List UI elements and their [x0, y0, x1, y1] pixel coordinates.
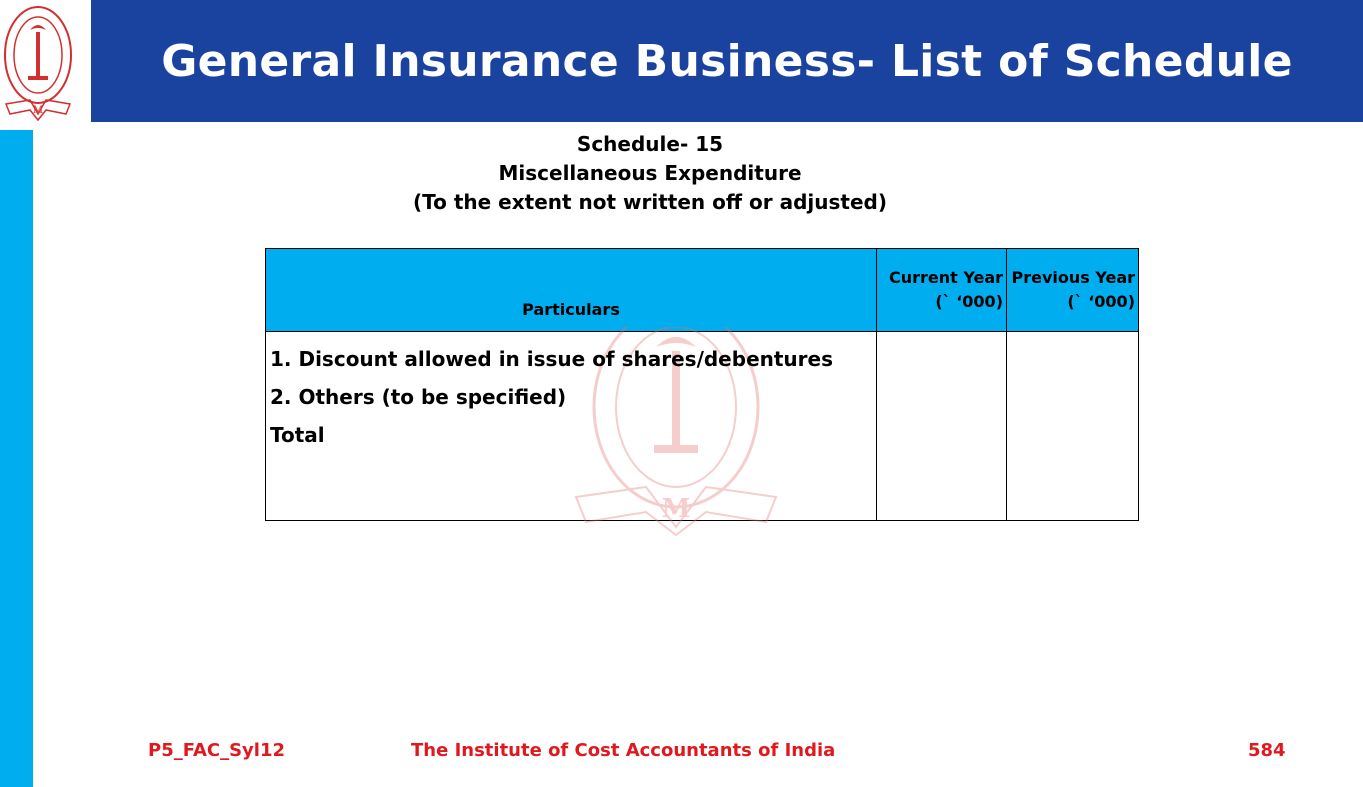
col-header-unit: (` ‘000): [935, 292, 1003, 311]
schedule-heading: [300, 130, 1000, 217]
schedule-number: Schedule- 15: [576, 132, 724, 156]
table-row: [266, 332, 1139, 521]
schedule-note: (To the extent not written off or adjusted): [413, 190, 887, 214]
particulars-cell: [266, 332, 877, 524]
institute-logo: [0, 0, 91, 122]
schedule-table: [265, 248, 1139, 524]
col-header-current-year: [877, 249, 1007, 332]
footer-institute: The Institute of Cost Accountants of India: [411, 740, 836, 761]
svg-text:M: M: [661, 494, 691, 524]
row-others: 2. Others (to be specified): [270, 385, 567, 409]
page-title: General Insurance Business- List of Schedule: [161, 36, 1293, 87]
footer-page-number: 584: [1248, 740, 1286, 761]
row-total: Total: [270, 423, 325, 447]
col-header-unit: (` ‘000): [1067, 292, 1135, 311]
schedule-name: Miscellaneous Expenditure: [498, 161, 802, 185]
col-header-label: Previous Year: [1011, 268, 1135, 287]
institute-emblem-icon: [0, 0, 91, 122]
svg-text:M: M: [32, 105, 44, 116]
col-header-particulars: Particulars: [266, 249, 877, 332]
left-accent-stripe: [0, 130, 33, 787]
footer-code: P5_FAC_Syl12: [148, 740, 286, 761]
table-header-row: [266, 249, 1139, 332]
current-year-cell: [877, 332, 1007, 521]
col-header-label: Current Year: [888, 268, 1003, 287]
col-header-previous-year: [1007, 249, 1139, 332]
previous-year-cell: [1007, 332, 1139, 521]
row-discount-allowed: 1. Discount allowed in issue of shares/debentures: [270, 347, 833, 371]
